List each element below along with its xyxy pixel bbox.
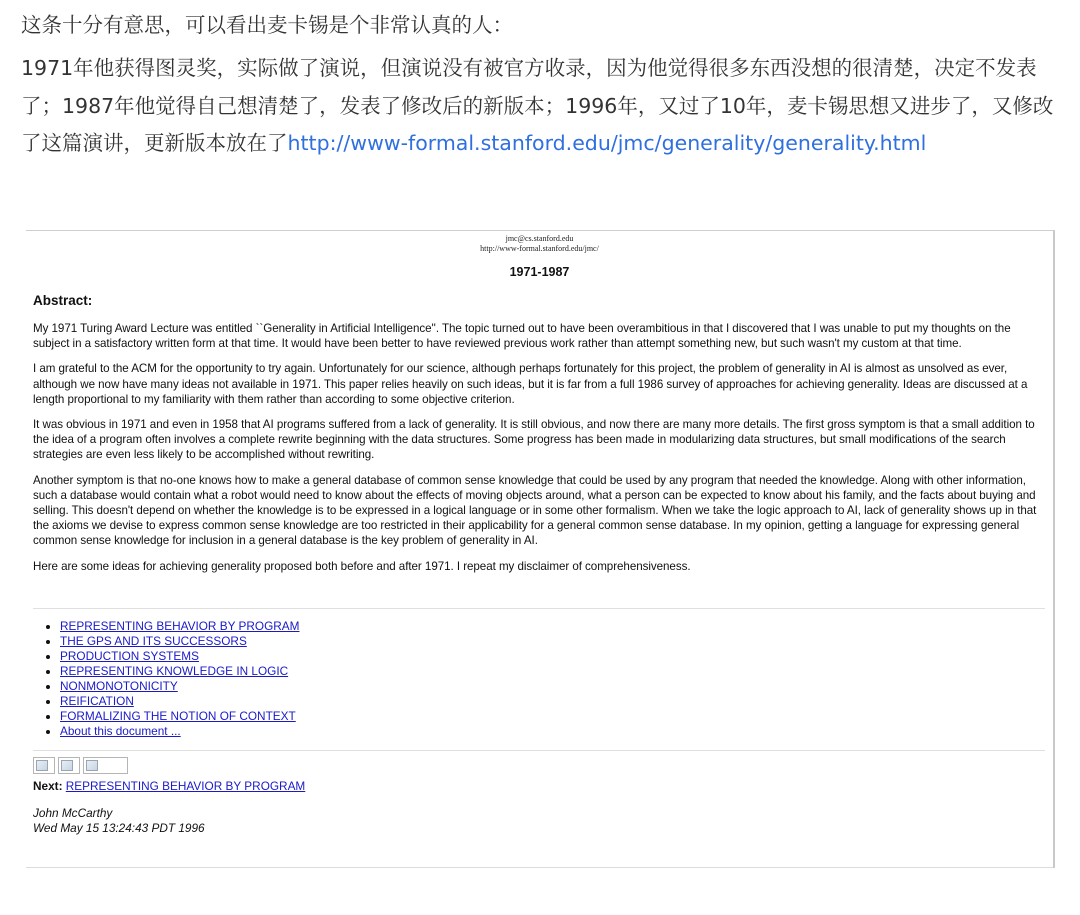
post-intro: 这条十分有意思，可以看出麦卡锡是个非常认真的人： (21, 13, 513, 37)
divider (26, 867, 1053, 868)
author-homepage: http://www-formal.stanford.edu/jmc/ (480, 244, 599, 253)
post-body-text: 1971年他获得图灵奖，实际做了演说，但演说没有被官方收录，因为他觉得很多东西没想的很清楚，决定不发表了；1987年他觉得自己想清楚了，发表了修改后的新版本；1996年，又过了10年，麦卡锡思想又进步了，又修改了这篇演讲，更新版本放在了 (21, 56, 1054, 155)
next-label: Next: (33, 778, 63, 793)
toc-item (60, 619, 1053, 634)
page-title: 1971-1987 (509, 265, 570, 279)
divider (33, 750, 1045, 751)
up-icon[interactable] (58, 757, 80, 774)
toc-item (60, 679, 1053, 694)
table-of-contents (26, 619, 1053, 739)
toc-link-gps[interactable]: THE GPS AND ITS SUCCESSORS (60, 633, 247, 648)
divider (33, 608, 1045, 609)
toc-link-production-systems[interactable]: PRODUCTION SYSTEMS (60, 648, 199, 663)
abstract-paragraph-5: Here are some ideas for achieving generality proposed both before and after 1971. I repeat my disclaimer of comprehensiveness. (33, 559, 691, 573)
author-name: John McCarthy (33, 805, 113, 820)
toc-item (60, 664, 1053, 679)
toc-item (60, 694, 1053, 709)
next-link[interactable]: REPRESENTING BEHAVIOR BY PROGRAM (65, 778, 306, 793)
author-email: jmc@cs.stanford.edu (505, 234, 574, 243)
social-post (21, 6, 1066, 163)
toc-link-behavior-by-program[interactable]: REPRESENTING BEHAVIOR BY PROGRAM (60, 618, 300, 633)
abstract-paragraph-2: I am grateful to the ACM for the opportunity to try again. Unfortunately for our science, although perhaps fortunately for this project, the problem of generality in AI is almost as unsolved as ever, although we now have many ideas not available in 1971. This paper relies heavily on such ideas, but it is far from a full 1986 survey of approaches for achieving generality. Ideas are discussed at a length proportional to my familiarity with them rather than according to some objective criterion. (33, 362, 1028, 406)
webpage-screenshot (26, 230, 1055, 868)
toc-link-context[interactable]: FORMALIZING THE NOTION OF CONTEXT (60, 708, 296, 723)
toc-link-reification[interactable]: REIFICATION (60, 693, 134, 708)
toc-item (60, 709, 1053, 724)
toc-link-nonmonotonicity[interactable]: NONMONOTONICITY (60, 678, 178, 693)
next-navigation (33, 779, 1053, 793)
next-icon[interactable] (33, 757, 55, 774)
toc-item (60, 634, 1053, 649)
post-body (21, 50, 1066, 163)
generality-link[interactable]: http://www-formal.stanford.edu/jmc/generality/generality.html (287, 131, 927, 155)
abstract-paragraph-3: It was obvious in 1971 and even in 1958 that AI programs suffered from a lack of generality. It is still obvious, and now there are many more details. The first gross symptom is that a small addition to the idea of a program often involves a complete rewrite beginning with the data structures. Some progress has been made in modularizing data structures, but small modifications of the search strategies are even less likely to be accomplished without rewriting. (33, 418, 1035, 462)
navigation-icons (33, 757, 1053, 775)
abstract-heading: Abstract: (33, 293, 93, 308)
toc-item (60, 724, 1053, 739)
previous-icon[interactable] (83, 757, 128, 774)
toc-item (60, 649, 1053, 664)
toc-link-knowledge-in-logic[interactable]: REPRESENTING KNOWLEDGE IN LOGIC (60, 663, 289, 678)
abstract-paragraph-1: My 1971 Turing Award Lecture was entitled ``Generality in Artificial Intelligence''. The topic turned out to have been overambitious in that I discovered that I was unable to put my thoughts on the subject in a satisfactory written form at that time. It would have been better to have reviewed previous work rather than attempt something new, but such wasn't my custom at that time. (33, 322, 1011, 351)
abstract-paragraph-4: Another symptom is that no-one knows how to make a general database of common sense knowledge that could be used by any program that needed the knowledge. Along with other information, such a database would contain what a robot would need to know about the effects of moving objects around, what a person can be expected to know about his family, and the facts about buying and selling. This doesn't depend on whether the knowledge is to be expressed in a logical language or in some other formalism. When we take the logic approach to AI, lack of generality shows up in that the axioms we devise to express common sense knowledge are too restricted in their applicability for a general common sense database. In my opinion, getting a language for expressing general common sense knowledge for inclusion in a general database is the key problem of generality in AI. (33, 473, 1037, 548)
revision-date: Wed May 15 13:24:43 PDT 1996 (33, 820, 205, 835)
toc-link-about-document[interactable]: About this document ... (60, 723, 181, 738)
